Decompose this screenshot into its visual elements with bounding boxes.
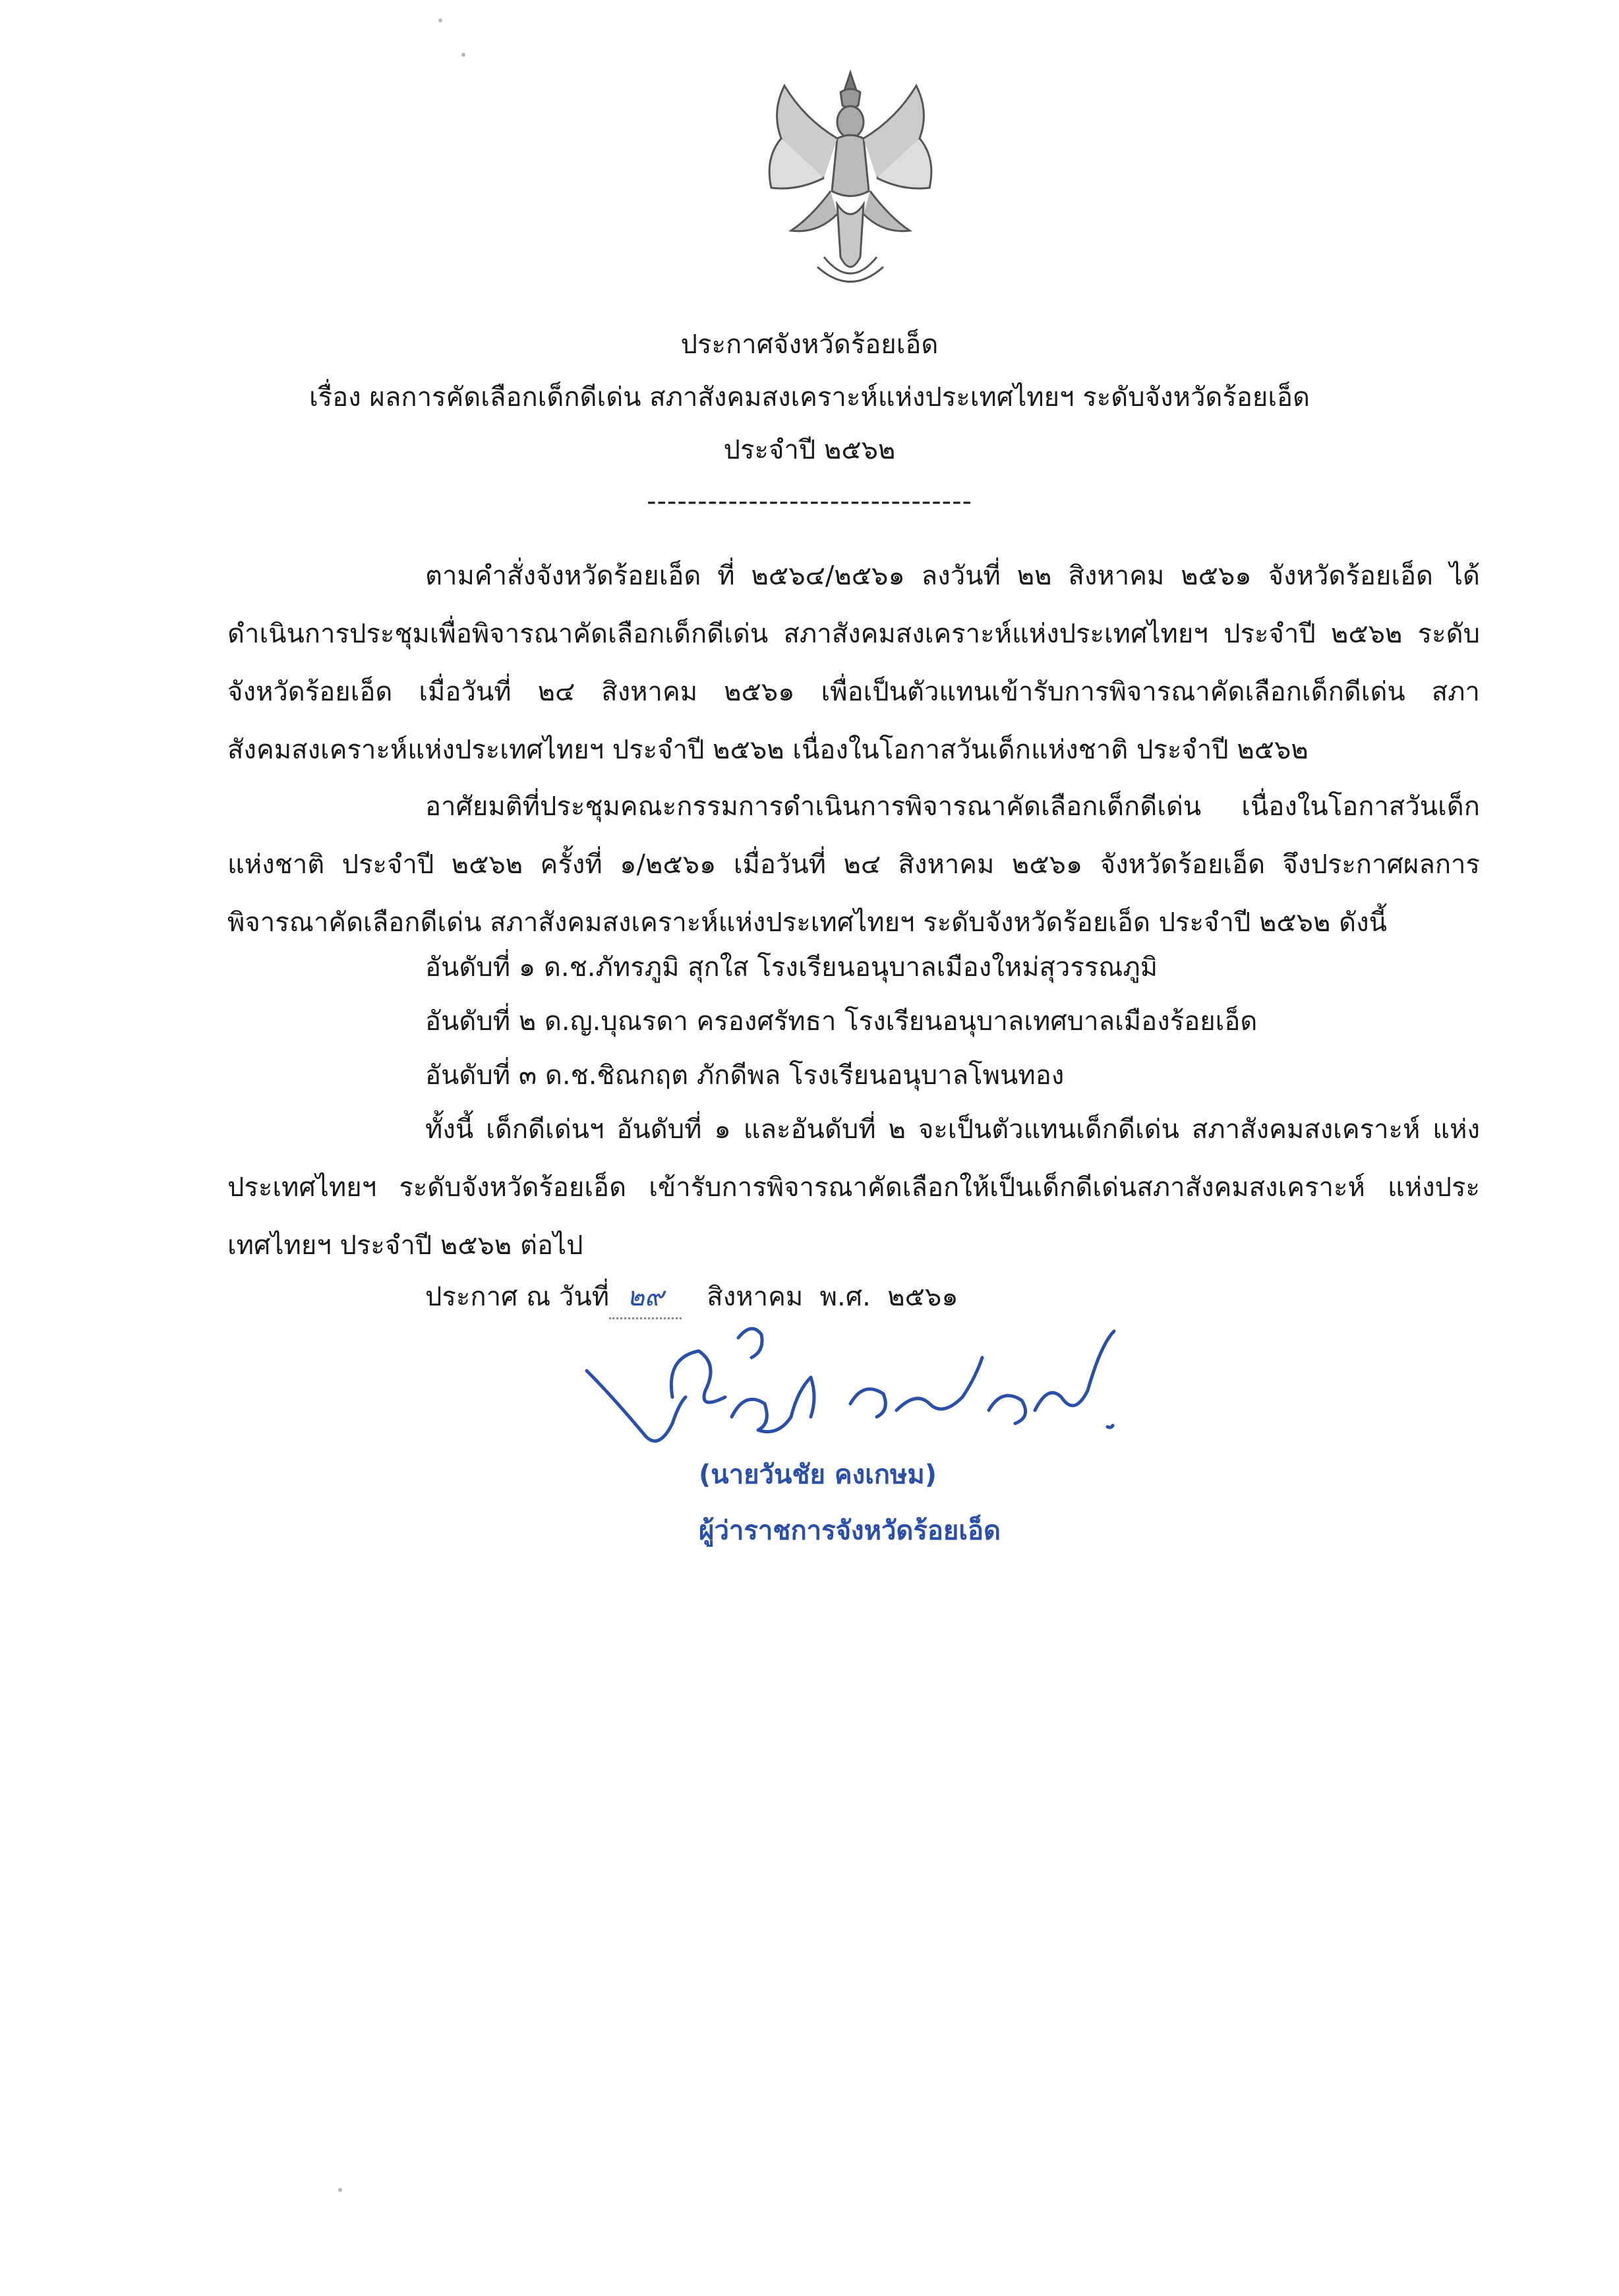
- scan-speck: [438, 18, 442, 22]
- announcement-date: [425, 1275, 958, 1319]
- body-paragraph-3: ทั้งนี้ เด็กดีเด่นฯ อันดับที่ ๑ และอันดับที่ ๒ จะเป็นตัวแทนเด็กดีเด่น สภาสังคมสงเคราะห์ แห่งประเทศไทยฯ ระดับจังหวัดร้อยเอ็ด เข้ารับการพิจารณาคัดเลือกให้เป็นเด็กดีเด่นสภาสังคมสงเคราะห์ แห่งประเทศไทยฯ ประจำปี ๒๕๖๒ ต่อไป: [227, 1114, 1480, 1261]
- separator-line: --------------------------------: [647, 486, 972, 517]
- date-prefix: ประกาศ ณ วันที่: [425, 1282, 610, 1312]
- body-paragraph-2: อาศัยมติที่ประชุมคณะกรรมการดำเนินการพิจารณาคัดเลือกเด็กดีเด่น เนื่องในโอกาสวันเด็ก แห่งชาติ ประจำปี ๒๕๖๒ ครั้งที่ ๑/๒๕๖๑ เมื่อวันที่ ๒๔ สิงหาคม ๒๕๖๑ จังหวัดร้อยเอ็ด จึงประกาศผลการ พิจารณาคัดเลือกดีเด่น สภาสังคมสงเคราะห์แห่งประเทศไทยฯ ระดับจังหวัดร้อยเอ็ด ประจำปี ๒๕๖๒ ดังนี้: [227, 791, 1480, 938]
- signatory-name: (นายวันชัย คงเกษม): [699, 1460, 937, 1490]
- announcement-subject: เรื่อง ผลการคัดเลือกเด็กดีเด่น สภาสังคมสงเคราะห์แห่งประเทศไทยฯ ระดับจังหวัดร้อยเอ็ด: [309, 382, 1310, 413]
- garuda-emblem-icon: [745, 66, 956, 297]
- handwritten-signature: [574, 1318, 1140, 1470]
- announcement-year: ประจำปี ๒๕๖๒: [723, 435, 896, 465]
- ranking-item-3: อันดับที่ ๓ ด.ช.ชิณกฤต ภักดีพล โรงเรียนอนุบาลโพนทอง: [425, 1060, 1065, 1091]
- body-paragraph-1: ตามคำสั่งจังหวัดร้อยเอ็ด ที่ ๒๕๖๔/๒๕๖๑ ลงวันที่ ๒๒ สิงหาคม ๒๕๖๑ จังหวัดร้อยเอ็ด ได้ดำเนินการประชุมเพื่อพิจารณาคัดเลือกเด็กดีเด่น สภาสังคมสงเคราะห์แห่งประเทศไทยฯ ประจำปี ๒๕๖๒ ระดับจังหวัดร้อยเอ็ด เมื่อวันที่ ๒๔ สิงหาคม ๒๕๖๑ เพื่อเป็นตัวแทนเข้ารับการพิจารณาคัดเลือกเด็กดีเด่น สภาสังคมสงเคราะห์แห่งประเทศไทยฯ ประจำปี ๒๕๖๒ เนื่องในโอกาสวันเด็กแห่งชาติ ประจำปี ๒๕๖๒: [227, 561, 1480, 765]
- date-month-year: สิงหาคม พ.ศ. ๒๕๖๑: [707, 1282, 958, 1312]
- scan-speck: [461, 53, 465, 57]
- announcement-title: ประกาศจังหวัดร้อยเอ็ด: [680, 330, 939, 360]
- ranking-item-2: อันดับที่ ๒ ด.ญ.บุณรดา ครองศรัทธา โรงเรียนอนุบาลเทศบาลเมืองร้อยเอ็ด: [425, 1006, 1258, 1037]
- ranking-item-1: อันดับที่ ๑ ด.ช.ภัทรภูมิ สุกใส โรงเรียนอนุบาลเมืองใหม่สุวรรณภูมิ: [425, 952, 1158, 983]
- scan-speck: [338, 2188, 342, 2192]
- handwritten-day: ๒๙: [609, 1275, 682, 1319]
- signatory-position: ผู้ว่าราชการจังหวัดร้อยเอ็ด: [699, 1516, 1001, 1546]
